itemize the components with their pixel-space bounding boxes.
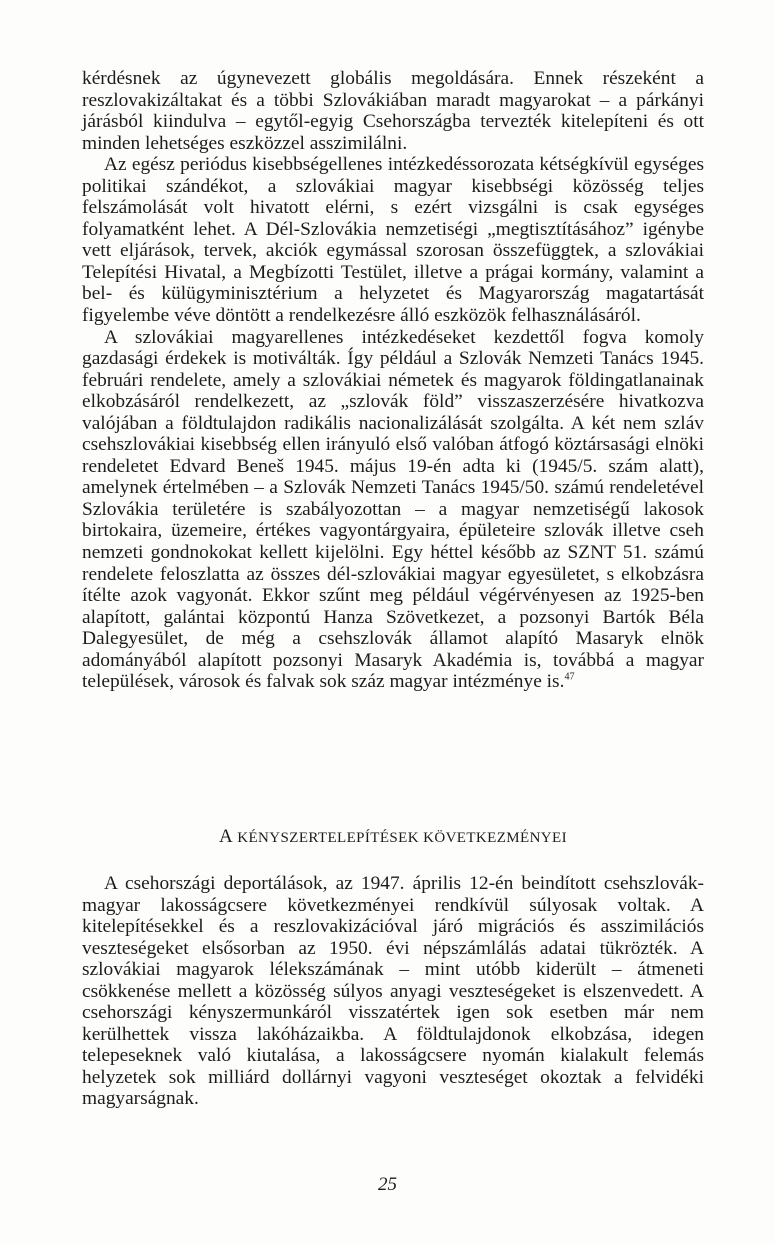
- section-paragraph-1: A csehországi deportálások, az 1947. április 12-én beindított csehszlovák-magyar lakosságcsere következményei rendkívül súlyosak voltak. A kitelepítésekkel és a reszlovakizációval járó migrációs és asszimilációs veszteségeket elsősorban az 1950. évi népszámlálás adatai tükrözték. A szlovákiai magyarok lélekszámának – mint utóbb kiderült – átmeneti csökkenése mellett a közösség súlyos anyagi veszteségeket is elszenvedett. A csehországi kényszermunkáról visszatértek igen sok esetben már nem kerülhettek vissza lakóházaikba. A földtulajdonok elkobzása, idegen telepeseknek való kiutalása, a lakosságcsere nyomán kialakult felemás helyzetek sok milliárd dollárnyi vagyoni veszteséget okoztak a felvidéki magyarságnak.: [82, 873, 704, 1110]
- paragraph-3: [82, 327, 704, 693]
- section-heading: [82, 826, 704, 848]
- footnote-reference: 47: [564, 671, 575, 683]
- page-number: 25: [378, 1174, 397, 1195]
- paragraph-3-text: A szlovákiai magyarellenes intézkedéseket kezdettől fogva komoly gazdasági érdekek is motiválták. Így például a Szlovák Nemzeti Tanács 1945. februári rendelete, amely a szlovákiai németek és magyarok földingatlanainak elkobzásáról rendelkezett, az „szlovák föld” visszaszerzésére hivatkozva valójában a földtulajdon radikális nacionalizálását szolgálta. A két nem szláv csehszlovákiai kisebbség ellen irányuló első valóban átfogó köztársasági elnöki rendeletet Edvard Beneš 1945. május 19-én adta ki (1945/5. szám alatt), amelynek értelmében – a Szlovák Nemzeti Tanács 1945/50. számú rendeletével Szlovákia területére is szabályozottan – a magyar nemzetiségű lakosok birtokaira, üzemeire, értékes vagyontárgyaira, épületeire szlovák illetve cseh nemzeti gondnokokat kellett kijelölni. Egy héttel később az SZNT 51. számú rendelete feloszlatta az összes dél-szlovákiai magyar egyesületet, s elkobzásra ítélte azok vagyonát. Ekkor szűnt meg például végérvényesen az 1925-ben alapított, galántai központú Hanza Szövetkezet, a pozsonyi Bartók Béla Dalegyesület, de még a csehszlovák államot alapító Masaryk elnök adományából alapított pozsonyi Masaryk Akadémia is, továbbá a magyar települések, városok és falvak sok száz magyar intézménye is.: [82, 326, 704, 693]
- section-heading-text: KÉNYSZERTELEPÍTÉSEK KÖVETKEZMÉNYEI: [237, 830, 568, 846]
- section-heading-initial: A: [218, 826, 234, 847]
- section-text-block: [82, 873, 704, 1110]
- paragraph-1: kérdésnek az úgynevezett globális megoldására. Ennek részeként a reszlovakizáltakat és a többi Szlovákiában maradt magyarokat – a párkányi járásból kiindulva – egytől-egyig Csehországba tervezték kitelepíteni és ott minden lehetséges eszközzel asszimilálni.: [82, 68, 704, 154]
- main-text-block: [82, 68, 704, 693]
- paragraph-2: Az egész periódus kisebbségellenes intézkedéssorozata kétségkívül egységes politikai szándékot, a szlovákiai magyar kisebbségi közösség teljes felszámolását volt hivatott elérni, s ezért vizsgálni is csak egységes folyamatként lehet. A Dél-Szlovákia nemzetiségi „megtisztításához” igénybe vett eljárások, tervek, akciók egymással szorosan összefüggtek, a szlovákiai Telepítési Hivatal, a Megbízotti Testület, illetve a prágai kormány, valamint a bel- és külügyminisztérium a helyzetet és Magyarország magatartását figyelembe véve döntött a rendelkezésre álló eszközök felhasználásáról.: [82, 154, 704, 327]
